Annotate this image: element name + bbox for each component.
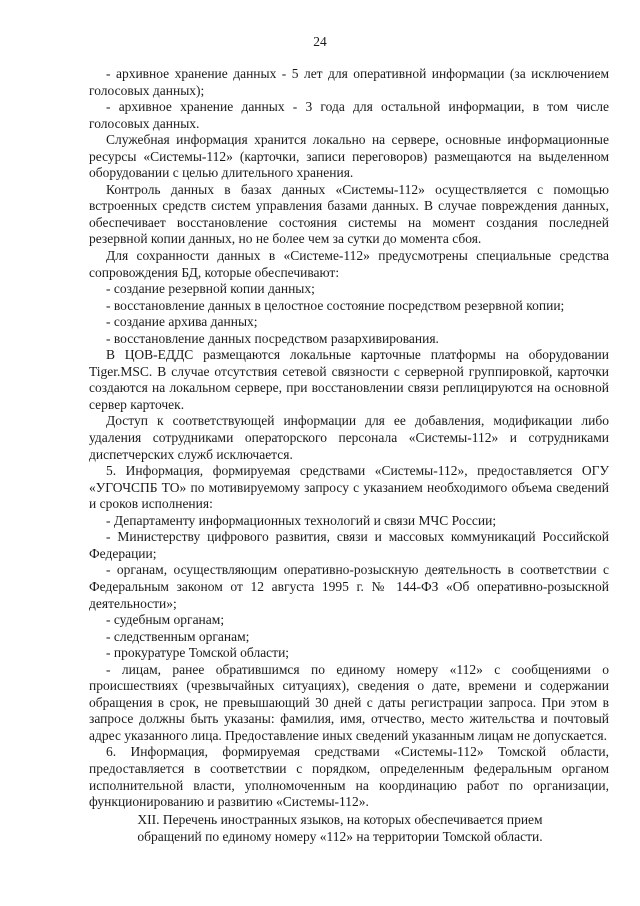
paragraph-data-control: Контроль данных в базах данных «Системы-112» осуществляется с помощью встроенных средств систем управления базами данных. В случае повреждения данных, обеспечивает восстановление состояния системы на момент создания последней резервной копии данных, но не более чем за сутки до момента сбоя. [89, 181, 609, 247]
list-item-investigators: - следственным органам; [106, 628, 250, 644]
list-item-prosecutor: - прокуратуре Томской области; [106, 645, 290, 661]
paragraph-access-restriction: Доступ к соответствующей информации для ее добавления, модификации либо удаления сотрудниками операторского персонала «Системы-112» и сотрудниками диспетчерских служб исключается. [89, 413, 609, 462]
paragraph-item-6: 6. Информация, формируемая средствами «Системы-112» Томской области, предоставляется в соответствии с порядком, определенным федеральным органом исполнительной власти, уполномоченным на координацию работ по организации, функционированию и развитию «Системы-112». [89, 744, 609, 810]
list-item-backup: - создание резервной копии данных; [106, 281, 315, 297]
paragraph-db-maintenance: Для сохранности данных в «Системе-112» предусмотрены специальные средства сопровождения БД, которые обеспечивают: [89, 248, 609, 280]
document-body [89, 66, 609, 811]
section-heading-line-1: XII. Перечень иностранных языков, на которых обеспечивается прием [137, 812, 543, 827]
section-heading [120, 812, 560, 845]
paragraph-item-5: 5. Информация, формируемая средствами «Системы-112», предоставляется ОГУ «УГОЧСПБ ТО» по мотивируемому запросу с указанием необходимого объема сведений и сроков исполнения: [89, 463, 609, 512]
paragraph-local-platforms: В ЦОВ-ЕДДС размещаются локальные карточные платформы на оборудовании Tiger.MSC. В случае отсутствия сетевой связности с серверной группировкой, карточки создаются на локальном сервере, при восстановлении связи реплицируются на основной сервер карточек. [89, 347, 609, 412]
list-item-restore-archive: - восстановление данных посредством разархивирования. [106, 330, 439, 346]
list-item-ministry: - Министерству цифрового развития, связи и массовых коммуникаций Российской Федерации; [89, 529, 609, 561]
section-heading-line-2: обращений по единому номеру «112» на территории Томской области. [137, 828, 543, 844]
list-item-restore-backup: - восстановление данных в целостное состояние посредством резервной копии; [106, 297, 565, 313]
list-item-callers: - лицам, ранее обратившимся по единому номеру «112» с сообщениями о происшествиях (чрезвычайных ситуациях), сведения о дате, времени и содержании обращения в срок, не превышающий 30 дней с даты регистрации запроса. При этом в запросе должны быть указаны: фамилия, имя, отчество, место жительства и почтовый адрес указанного лица. Предоставление иных сведений указанным лицам не допускается. [89, 661, 609, 743]
list-item-courts: - судебным органам; [106, 612, 225, 628]
list-item-investigative-agencies: - органам, осуществляющим оперативно-розыскную деятельность в соответствии с Федеральным законом от 12 августа 1995 г. № 144-ФЗ «Об оперативно-розыскной деятельности»; [89, 562, 609, 611]
paragraph-service-info: Служебная информация хранится локально на сервере, основные информационные ресурсы «Системы-112» (карточки, записи переговоров) размещаются на выделенном оборудовании с целью длительного хранения. [89, 132, 609, 181]
paragraph-archive-other: - архивное хранение данных - 3 года для остальной информации, в том числе голосовых данных. [89, 99, 609, 131]
page-number: 24 [313, 34, 327, 49]
list-item-archive: - создание архива данных; [106, 314, 258, 330]
paragraph-archive-operational: - архивное хранение данных - 5 лет для оперативной информации (за исключением голосовых данных); [89, 66, 609, 98]
list-item-it-department: - Департаменту информационных технологий и связи МЧС России; [106, 512, 497, 528]
